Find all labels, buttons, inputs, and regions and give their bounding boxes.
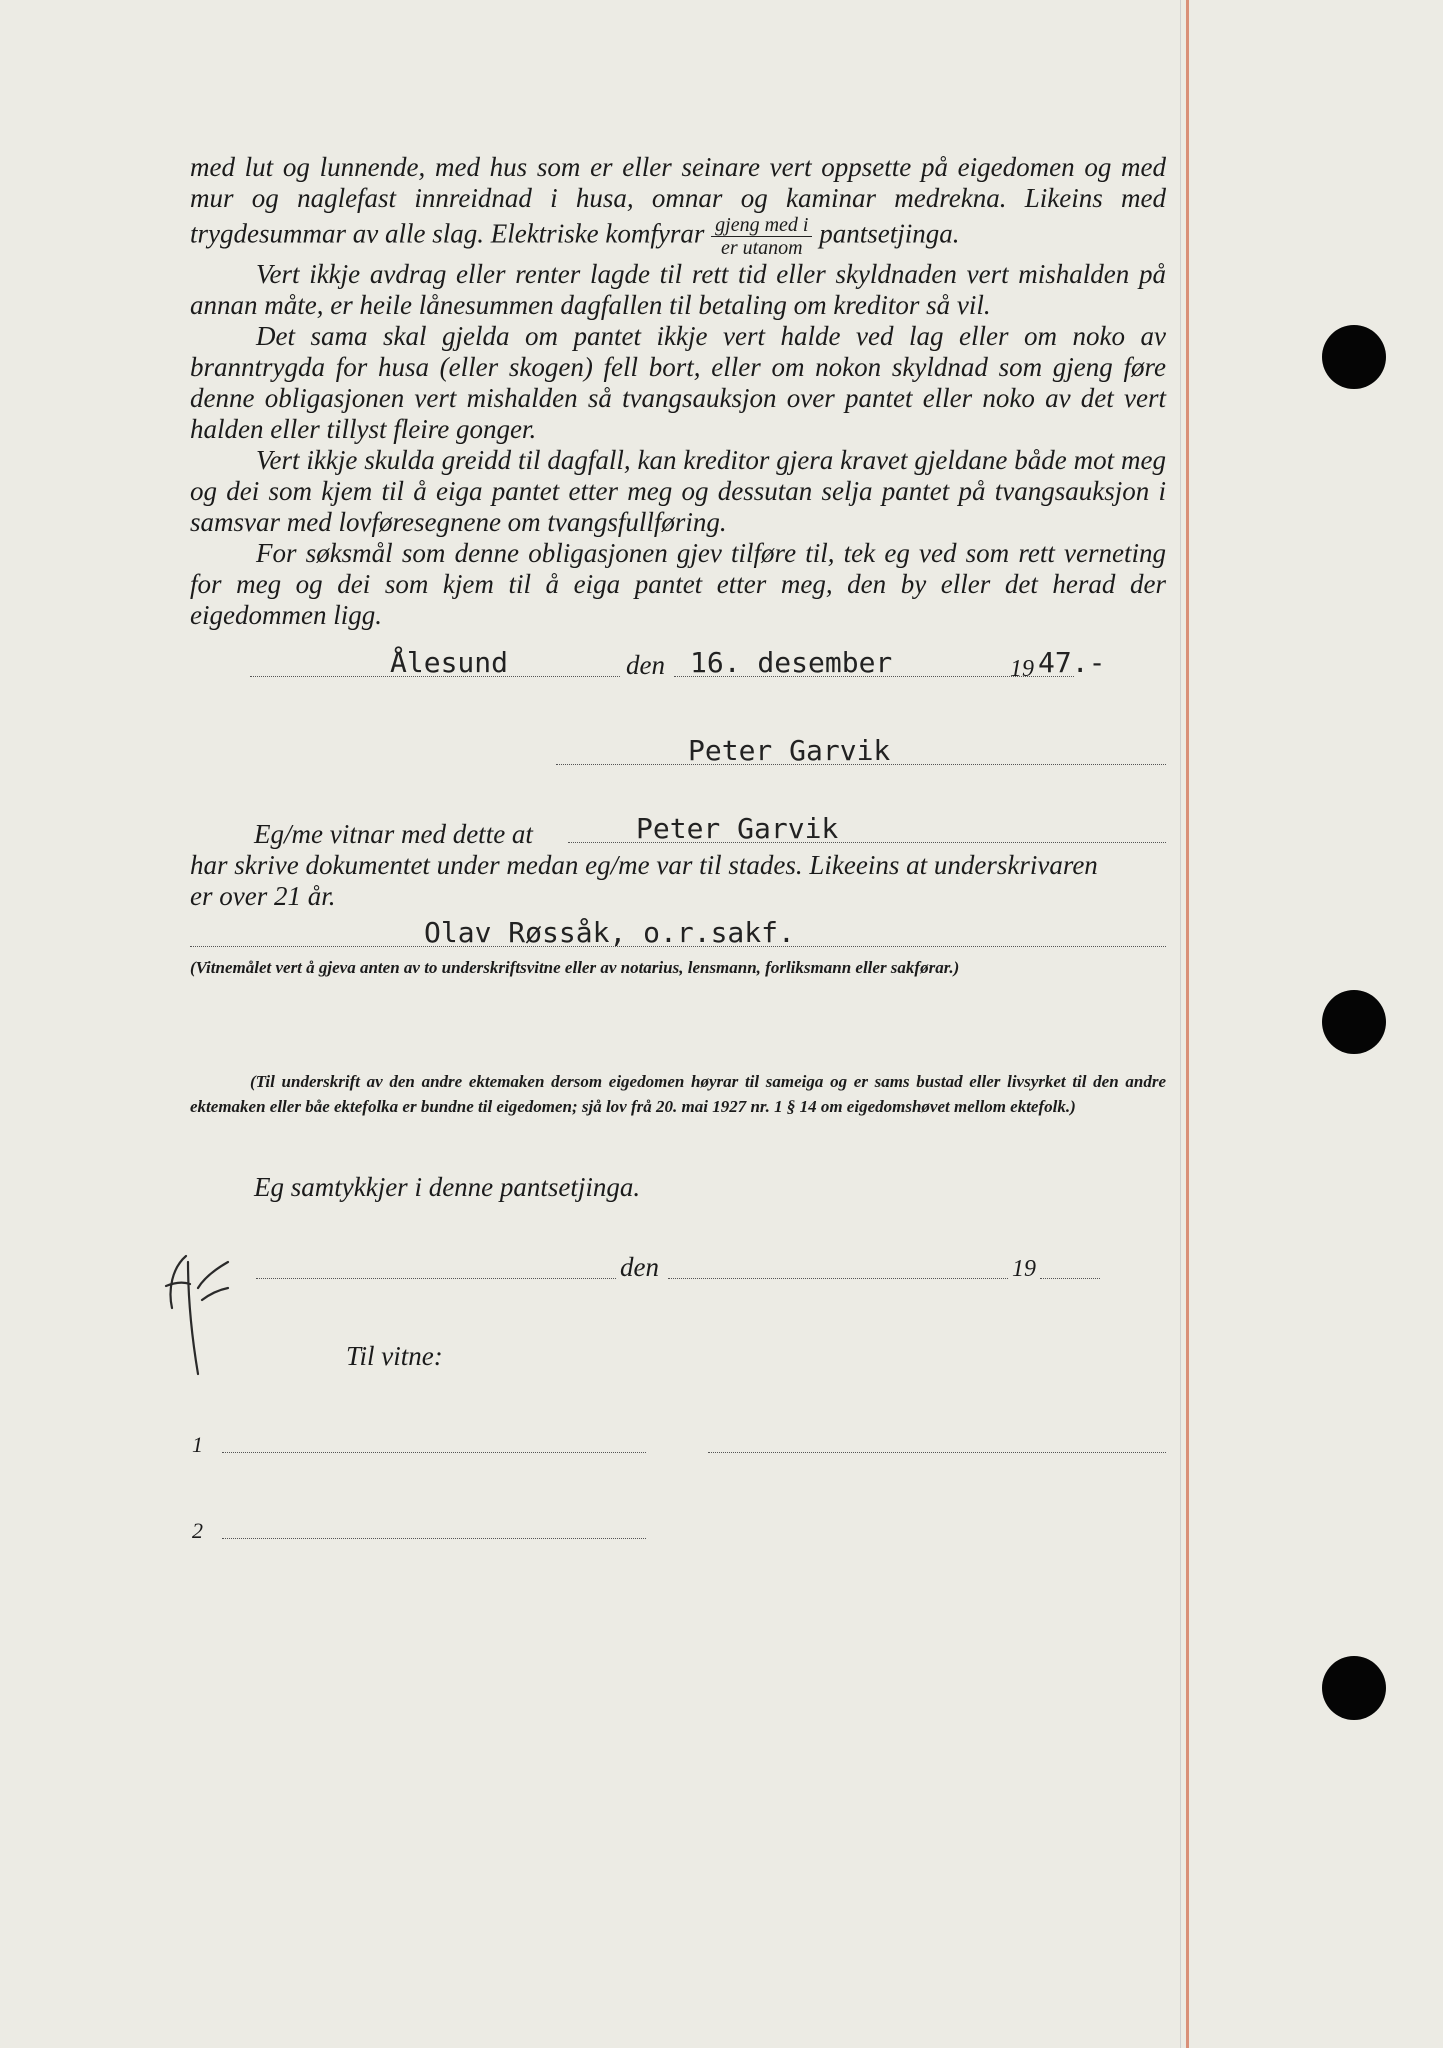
paragraph-4: Vert ikkje skulda greidd til dagfall, kan kreditor gjera kravet gjeldane både mot meg og dei som kjem til å eiga pantet etter meg og dessutan selja pantet på tvangsauksjon i samsvar med lovføresegnene om tvangsfullføring.: [190, 445, 1166, 537]
signer-name: Peter Garvik: [688, 734, 891, 767]
punch-hole-bottom: [1322, 1656, 1386, 1720]
mortgage-terms: [190, 152, 1166, 631]
witness-note: (Vitnemålet vert å gjeva anten av to underskriftsvitne eller av notarius, lensmann, forliksmann eller sakførar.): [190, 958, 960, 977]
witness-name: Peter Garvik: [636, 812, 839, 845]
paragraph-5: For søksmål som denne obligasjonen gjev tilføre til, tek eg ved som rett verneting for meg og dei som kjem til å eiga pantet etter meg, den by eller det herad der eigedommen ligg.: [190, 538, 1166, 630]
witness-number-2: 2: [192, 1518, 203, 1543]
consent-den-label: den: [620, 1252, 659, 1282]
witness-1-line-left: [222, 1452, 646, 1453]
spouse-note: (Til underskrift av den andre ektemaken dersom eigedomen høyrar til sameiga og er sams bustad eller livsyrket til den andre ektemaken eller båe ektefolka er bundne til eigedomen; sjå lov frå 20. mai 1927 nr. 1 § 14 om eigedomshøvet mellom ektefolk.): [190, 1072, 1166, 1116]
witness-intro: Eg/me vitnar med dette at: [254, 819, 533, 849]
witness-2-line-left: [222, 1538, 646, 1539]
fraction-top: gjeng med i: [711, 214, 812, 237]
witness-number-1: 1: [192, 1432, 203, 1457]
consent-year-line: [1040, 1278, 1100, 1279]
paragraph-1-end: pantsetjinga.: [819, 218, 960, 249]
fraction-bottom: er utanom: [720, 237, 803, 259]
paragraph-3: Det sama skal gjelda om pantet ikkje vert halde ved lag eller om noko av branntrygda for husa (eller skogen) fell bort, eller om nokon skyldnad som gjeng føre denne obligasjonen vert mishalden så tvangsauksjon over pantet eller noko av det vert halden eller tillyst fleire gonger.: [190, 321, 1166, 444]
year-prefix: 19: [1010, 656, 1034, 682]
witness-line-3: er over 21 år.: [190, 881, 336, 911]
date-text: 16. desember: [690, 646, 893, 679]
fraction-choice: [711, 214, 812, 259]
witness-1-line-right: [708, 1452, 1166, 1453]
initials-signature: [158, 1248, 238, 1378]
til-vitne-label: Til vitne:: [346, 1341, 443, 1371]
punch-hole-middle: [1322, 990, 1386, 1054]
consent-year-prefix: 19: [1012, 1256, 1036, 1282]
year-suffix: 47.-: [1038, 646, 1106, 679]
paragraph-2: Vert ikkje avdrag eller renter lagde til rett tid eller skyldnaden vert mishalden på annan måte, er heile lånesummen dagfallen til betaling om kreditor så vil.: [190, 259, 1166, 320]
consent-place-line: [256, 1278, 616, 1279]
consent-text: Eg samtykkjer i denne pantsetjinga.: [254, 1172, 641, 1202]
punch-hole-top: [1322, 325, 1386, 389]
paragraph-1: [190, 152, 1166, 259]
den-label: den: [626, 650, 665, 680]
consent-date-line: [668, 1278, 1008, 1279]
witness-line-2: har skrive dokumentet under medan eg/me var til stades. Likeeins at underskrivaren: [190, 850, 1098, 880]
margin-guide-line: [1180, 0, 1181, 2048]
place-text: Ålesund: [390, 646, 509, 679]
paragraph-1-text: med lut og lunnende, med hus som er eller seinare vert oppsette på eigedomen og med mur og naglefast innreidnad i husa, omnar og kaminar medrekna. Likeins med trygdesummar av alle slag. Elektriske komfyrar: [190, 152, 1166, 249]
red-margin-line: [1186, 0, 1189, 2048]
witness-signature: Olav Røssåk, o.r.sakf.: [424, 916, 795, 949]
